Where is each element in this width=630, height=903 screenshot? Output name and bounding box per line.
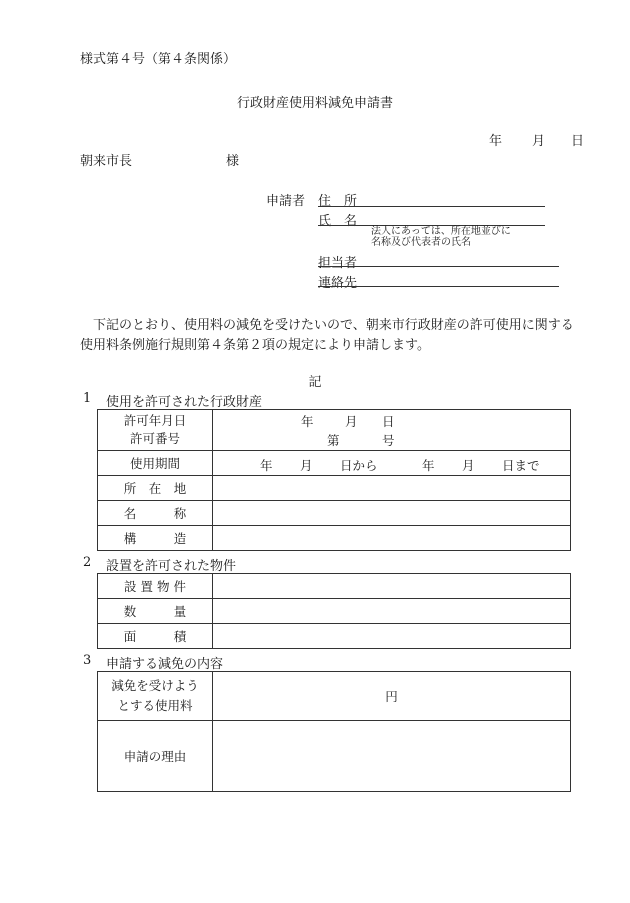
name-label: 氏 名 [318, 214, 358, 229]
structure-label: 構 造 [98, 526, 213, 551]
permit-row [98, 410, 571, 451]
permit-number-prefix: 第 [327, 433, 340, 448]
period-month-2: 月 [462, 458, 475, 473]
address-line [318, 206, 545, 207]
body-line-1: 下記のとおり、使用料の減免を受けたいので、朝来市行政財産の許可使用に関する [93, 318, 574, 333]
period-month-1: 月 [300, 458, 313, 473]
period-row [98, 451, 571, 476]
section3-table [97, 671, 571, 792]
area-row [98, 624, 571, 649]
ki-heading: 記 [308, 375, 322, 390]
permit-value-cell [213, 410, 571, 451]
section3-title: 申請する減免の内容 [106, 657, 224, 672]
location-label: 所 在 地 [98, 476, 213, 501]
section1-number: 1 [83, 391, 92, 406]
permit-label-cell [98, 410, 213, 451]
period-day-2: 日まで [502, 458, 540, 473]
fee-unit: 円 [385, 689, 398, 704]
quantity-label: 数 量 [98, 599, 213, 624]
period-year-1: 年 [260, 458, 273, 473]
fee-row [98, 672, 571, 721]
corp-note-1: 法人にあっては、所在地並びに [371, 226, 511, 237]
section2-title: 設置を許可された物件 [106, 559, 237, 574]
reason-label: 申請の理由 [98, 721, 213, 792]
reason-row [98, 721, 571, 792]
addressee-name: 朝来市長 [80, 154, 133, 169]
fee-label-cell [98, 672, 213, 721]
page-title: 行政財産使用料減免申請書 [236, 96, 393, 111]
applicant-label: 申請者 [266, 194, 306, 209]
address-label: 住 所 [318, 194, 358, 209]
quantity-row [98, 599, 571, 624]
contact-line [318, 286, 559, 287]
contact-person-line [318, 266, 559, 267]
section3-number: 3 [83, 653, 92, 668]
reason-value [213, 721, 571, 792]
permit-number-suffix: 号 [382, 433, 395, 448]
period-day-1: 日から [340, 458, 378, 473]
area-value [213, 624, 571, 649]
contact-person-label: 担当者 [318, 256, 358, 271]
installed-item-value [213, 574, 571, 599]
name-row [98, 501, 571, 526]
period-value-cell [213, 451, 571, 476]
form-number: 様式第４号（第４条関係） [80, 52, 237, 67]
structure-value [213, 526, 571, 551]
property-name-value [213, 501, 571, 526]
permit-month: 月 [345, 414, 358, 429]
permit-number-label: 許可番号 [129, 431, 180, 446]
section2-number: 2 [83, 555, 92, 570]
property-name-label: 名 称 [98, 501, 213, 526]
fee-value-cell [213, 672, 571, 721]
fee-label-line-1: 減免を受けよう [111, 678, 199, 693]
corp-note-2: 名称及び代表者の氏名 [371, 237, 471, 248]
date-month: 月 [532, 134, 546, 149]
area-label: 面 積 [98, 624, 213, 649]
structure-row [98, 526, 571, 551]
section2-table [97, 573, 571, 649]
location-row [98, 476, 571, 501]
item-row [98, 574, 571, 599]
period-label: 使用期間 [98, 451, 213, 476]
installed-item-label: 設 置 物 件 [98, 574, 213, 599]
permit-year: 年 [301, 414, 314, 429]
fee-label-line-2: とする使用料 [117, 698, 193, 713]
section1-title: 使用を許可された行政財産 [106, 395, 263, 410]
permit-date-label: 許可年月日 [123, 413, 187, 428]
period-year-2: 年 [422, 458, 435, 473]
date-year: 年 [489, 134, 503, 149]
quantity-value [213, 599, 571, 624]
contact-label: 連絡先 [318, 276, 358, 291]
addressee-honorific: 様 [226, 154, 240, 169]
date-day: 日 [571, 134, 585, 149]
section1-table [97, 409, 571, 551]
location-value [213, 476, 571, 501]
permit-day: 日 [382, 414, 395, 429]
body-line-2: 使用料条例施行規則第４条第２項の規定により申請します。 [80, 338, 430, 353]
